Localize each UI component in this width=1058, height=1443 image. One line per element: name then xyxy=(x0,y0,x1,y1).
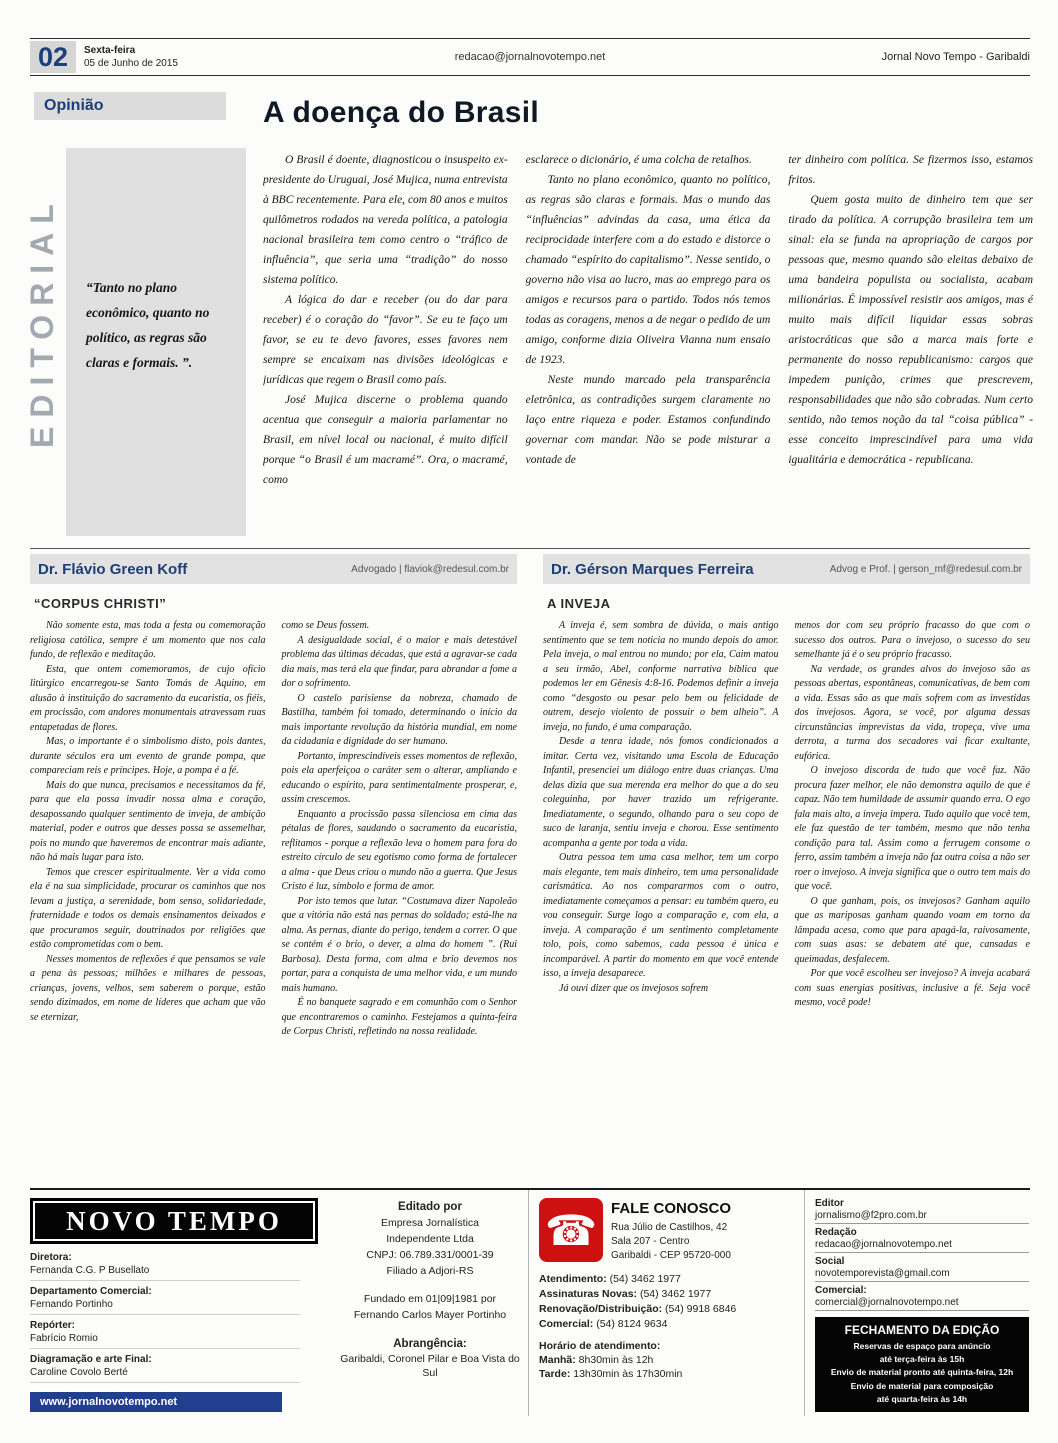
phone-line xyxy=(539,1318,794,1330)
masthead-paper-name: Jornal Novo Tempo - Garibaldi xyxy=(881,51,1030,63)
paragraph: É no banquete sagrado e em comunhão com o Senhor que encontraremos o caminho. Festejamos a quinta-feira de Corpus Christi, refletindo na nossa realidade. xyxy=(281,997,517,1037)
paragraph: José Mujica discerne o problema quando acentua que conseguir a maioria parlamentar no Brasil, em nível local ou nacional, é muito difícil porque “o Brasil é um macramé”. Ora, o macramé, como xyxy=(263,394,508,486)
editorial-title: A doença do Brasil xyxy=(263,96,540,129)
founded-lines xyxy=(340,1292,520,1322)
email-address: comercial@jornalnovotempo.net xyxy=(815,1297,1029,1311)
paragraph: Temos que crescer espiritualmente. Ver a vida como ela é na sua simplicidade, procurar os caminhos que nos levam a justiça, a serenidade, bom senso, solidariedade, fraternidade e todos os demais ensinamentos deixados e que procuramos seguir, doutrinados por religiões que estão comprometidas com o bem. xyxy=(30,866,266,950)
opinion-articles-row xyxy=(30,548,1030,1186)
article-column-2 xyxy=(282,619,518,1040)
footer-publisher-block xyxy=(332,1190,528,1416)
email-address: redacao@jornalnovotempo.net xyxy=(815,1239,1029,1253)
phone-lines xyxy=(539,1273,794,1330)
paragraph: Empresa Jornalística xyxy=(380,1216,480,1229)
phone-number: (54) 3462 1977 xyxy=(639,1288,712,1300)
editorial-vertical-label: EDITORIAL xyxy=(24,195,60,448)
paragraph: Na verdade, os grandes alvos do invejoso são as pessoas abertas, espontâneas, comunicativas, de bem com a vida. Essas são as que mais sofrem com as investidas dos invejosos. Agora, se você, por alguma dessas circunstâncias imprevistas da vida, tropeça, vive uma derrota, a turma dos secadores vai ficar exultante, eufórica. xyxy=(794,663,1030,762)
contact-title: FALE CONOSCO xyxy=(611,1200,732,1217)
article-corpus-christi xyxy=(30,554,517,1186)
author-credentials: Advog e Prof. | gerson_mf@redesul.com.br xyxy=(829,563,1022,575)
article-column-2 xyxy=(795,619,1031,1011)
hours-value: 13h30min às 17h30min xyxy=(573,1368,683,1380)
staff-entry xyxy=(30,1285,300,1315)
staff-role: Repórter: xyxy=(30,1320,76,1331)
paragraph: Sala 207 - Centro xyxy=(611,1236,690,1247)
paragraph: O invejoso discorda de tudo que você faz. Não procura fazer melhor, ele não demonstra aquilo de que é capaz. Não tem humildade de assumir quando erra. O ego fala mais alto, a inveja impera. Tudo aquilo que você tem, ele faz questão de ter também, mesmo que não tenha condição para tal. Assim como a ferrugem consome o ferro, assim também a inveja não faz outra coisa a não ser roer o invejoso. A inveja significa que o outro tem mais do que você. xyxy=(794,765,1030,892)
article-body xyxy=(30,619,517,1040)
email-label: Redação xyxy=(815,1227,857,1238)
article-body xyxy=(543,619,1030,1011)
paragraph: Quem gosta muito de dinheiro tem que ser tirado da política. A corrupção brasileira tem um sinal: ela se funda na apropriação de cargos por pessoas que, mesmo quando são eleitas debaixo de uma bandeira populista ou socialista, acabam milionárias. É impossível resistir aos amigos, mas é muito mais difícil liquidar essas sobras aristocráticas que são a marca mais forte e permanente do nosso republicanismo: cargos que impedem punição, crimes que prescrevem, responsabilidades que não são cobradas. Num certo sentido, não temos noção da tal “coisa pública” - esse conceito imprescindível para uma vida igualitária e democrática - republicana. xyxy=(788,194,1033,466)
paragraph: até terça-feira às 15h xyxy=(879,1354,965,1365)
masthead-date-text: 05 de Junho de 2015 xyxy=(84,58,178,69)
footer-contact-block xyxy=(528,1190,804,1416)
paragraph: Outra pessoa tem uma casa melhor, tem um corpo mais elegante, tem mais dinheiro, tem uma personalidade carismática. Ao nos compararmos com o outro, imediatamente começamos a pensar: eu também quero, eu vou conseguir. Surge logo a comparação e, com ela, a inveja. A comparação é um sentimento completamente tolo, pois, como sabemos, cada pessoa é única e incomparável. A partir do momento em que você entende isso, a inveja desaparece. xyxy=(543,852,779,979)
paragraph: Neste mundo marcado pela transparência eletrônica, as contradições surgem claramente no laço entre riqueza e poder. Estamos confundindo governar com mandar. Não se pode misturar a vontade de xyxy=(525,374,771,466)
masthead-email: redacao@jornalnovotempo.net xyxy=(454,51,606,63)
author-header xyxy=(543,554,1030,584)
section-label-opiniao: Opinião xyxy=(34,92,226,120)
phone-line xyxy=(539,1288,794,1300)
paragraph: esclarece o dicionário, é uma colcha de retalhos. xyxy=(525,154,752,166)
staff-entry xyxy=(30,1353,300,1383)
paragraph: Por isto temos que lutar. “Costumava dizer Napoleão que a vitória não está nas pernas do soldado; está-lhe na alma. As pernas, diante do perigo, tendem a correr. O que se contém é o brio, o dever, a alma do homem ”. (Rui Barbosa). Desta forma, com alma e brio devemos nos portar, para a conquista de uma melhor vida, e um mundo mais humano. xyxy=(281,895,517,994)
phone-glyph: ☎ xyxy=(544,1206,598,1254)
contact-address xyxy=(611,1198,731,1263)
staff-list xyxy=(30,1251,322,1383)
editorial-column-3 xyxy=(788,150,1033,546)
footer-staff-block xyxy=(30,1190,332,1416)
author-name: Dr. Gérson Marques Ferreira xyxy=(551,560,754,578)
paragraph: Desde a tenra idade, nós fomos condicionados a imitar. Certa vez, visitando uma Escola de Educação Infantil, presenciei um diálogo entre duas crianças. Uma delas dizia que sua merenda era melhor do que a do seu coleguinha, por haver trazido um refrigerante. Imediatamente, o segundo, olhando para o seu copo de suco de laranja, sentiu inveja e chorou. Esse sentimento acompanha a gente por toda a vida. xyxy=(543,736,779,849)
paragraph: até quarta-feira às 14h xyxy=(876,1393,968,1404)
paragraph: Portanto, imprescindíveis esses momentos de reflexão, pois ela aperfeiçoa o caráter sem o alterar, ampliando e educando o espírito, para sentimentalmente prosperar, e, assim crescemos. xyxy=(281,750,517,805)
hours-period: Manhã: xyxy=(539,1354,576,1366)
closing-lines xyxy=(819,1340,1025,1406)
paragraph: Garibaldi - CEP 95720-000 xyxy=(611,1250,731,1261)
staff-name: Fabrício Romio xyxy=(30,1333,98,1344)
staff-name: Fernanda C.G. P Busellato xyxy=(30,1265,150,1276)
closing-deadlines-box xyxy=(815,1317,1029,1412)
newspaper-logo: NOVO TEMPO xyxy=(30,1198,318,1244)
paragraph: Nesses momentos de reflexões é que pensamos se vale a pena às pessoas; milhões e milhares de pessoas, crianças, jovens, velhos, sem saberem o porque, estão sendo dizimados, em nome de líderes que acham que vão se eternizar, xyxy=(30,953,266,1023)
staff-role: Diretora: xyxy=(30,1252,72,1263)
phone-label: Assinaturas Novas: xyxy=(539,1288,638,1300)
phone-number: (54) 3462 1977 xyxy=(609,1273,681,1285)
published-by-label: Editado por xyxy=(398,1201,462,1213)
paragraph: Já ouvi dizer que os invejosos sofrem xyxy=(559,982,709,994)
pull-quote: “Tanto no plano econômico, quanto no político, as regras são claras e formais. ”. xyxy=(86,280,210,370)
email-address: novotemporevista@gmail.com xyxy=(815,1268,1029,1282)
editorial-column-1 xyxy=(263,150,508,546)
author-credentials: Advogado | flaviok@redesul.com.br xyxy=(351,563,509,575)
hours-period: Tarde: xyxy=(539,1368,571,1380)
paragraph: Por que você escolheu ser invejoso? A inveja acabará com suas energias positivas, inclusive a fé. Seja você mesmo, você pode! xyxy=(794,968,1030,1008)
author-header xyxy=(30,554,517,584)
phone-label: Comercial: xyxy=(539,1318,594,1330)
staff-name: Caroline Covolo Berté xyxy=(30,1367,128,1378)
phone-label: Renovação/Distribuição: xyxy=(539,1303,663,1315)
paragraph: menos dor com seu próprio fracasso do que com o sucesso dos outros. Para o invejoso, o sucesso do seu semelhante já é o seu próprio fracasso. xyxy=(794,620,1030,660)
paragraph: Envio de material pronto até quinta-feira, 12h xyxy=(830,1367,1014,1378)
article-column-1 xyxy=(543,619,779,1011)
paragraph: CNPJ: 06.789.331/0001-39 xyxy=(366,1248,494,1261)
editorial-column-2 xyxy=(526,150,771,546)
paragraph: A lógica do dar e receber (ou do dar para receber) é o coração do “favor”. Se eu te faço um favor, se eu te devo favores, esses favores nem sempre se encaixam nas divisões ideológicas e jurídicas que regem o Brasil como país. xyxy=(263,294,508,386)
paragraph: ter dinheiro com política. Se fizermos isso, estamos fritos. xyxy=(788,154,1033,186)
paragraph: Rua Júlio de Castilhos, 42 xyxy=(611,1222,728,1233)
paragraph: Esta, que ontem comemoramos, de cujo ofício litúrgico encarregou-se Santo Tomás de Aquino, em alusão à instituição do sacramento da eucaristia, os fiéis, em procissão, com andores monumentais atravessam ruas entapetadas de flores. xyxy=(30,663,266,733)
editorial-body xyxy=(263,150,1033,546)
article-column-1 xyxy=(30,619,266,1040)
paragraph: O castelo parisiense da nobreza, chamado de Bastilha, também foi tomado, determinando o início da mais importante revolução da história mundial, em nome da cidadania e dignidade do ser humano. xyxy=(281,692,517,747)
footer-emails-block xyxy=(804,1190,1030,1416)
address-lines xyxy=(611,1221,731,1263)
article-title: “CORPUS CHRISTI” xyxy=(34,596,167,611)
paragraph: Não somente esta, mas toda a festa ou comemoração religiosa católica, sempre é um momento que nos cala fundo, de reflexão e meditação. xyxy=(30,620,266,660)
coverage-label: Abrangência: xyxy=(393,1337,467,1350)
paragraph: Envio de material para composição xyxy=(850,1380,994,1391)
paragraph: Tanto no plano econômico, quanto no político, as regras são claras e formais. Mas o mundo das “influências” advindas da casa, uma ética da reciprocidade interfere com a do estado e distorce o chamado “espírito do capitalismo”. Nesse sentido, o governo não visa ao lucro, mas ao emprego para os amigos e recursos para o partido. Todos nós temos todas as coragens, menos a de negar o pedido de um amigo, conforme dizia Oliveira Vianna num ensaio de 1923. xyxy=(525,174,771,366)
page-number: 02 xyxy=(30,41,76,73)
masthead-date xyxy=(84,44,178,70)
paragraph: O que ganham, pois, os invejosos? Ganham aquilo que as mariposas ganham quando voam em torno da lâmpada acesa, como que para apagá-la, raivosamente, com suas asas: se debatem até que, cansadas e queimadas, desfalecem. xyxy=(794,895,1030,965)
phone-line xyxy=(539,1303,794,1315)
email-label: Social xyxy=(815,1256,845,1267)
staff-entry xyxy=(30,1319,300,1349)
email-entry xyxy=(815,1227,1029,1253)
contact-header xyxy=(539,1198,794,1263)
publisher-lines xyxy=(340,1216,520,1279)
paragraph: como se Deus fossem. xyxy=(281,620,370,631)
paragraph: A inveja é, sem sombra de dúvida, o mais antigo sentimento que se tem noticia no mundo depois do amor. Pela inveja, o mal entrou no mundo; por ela, Caim matou a seu irmão, Abel, conforme narrativa bíblica que podemos ler em Gênesis 4:8-16. Podemos definir a inveja como “desgosto ou pesar pelo bem ou felicidade de outrem, desejo violento de possuir o bem alheio”. A inveja, no fundo, é uma comparação. xyxy=(543,620,779,733)
phone-icon xyxy=(539,1198,603,1262)
paragraph: Filiado a Adjori-RS xyxy=(386,1265,474,1278)
email-label: Editor xyxy=(815,1198,844,1209)
staff-name: Fernando Portinho xyxy=(30,1299,113,1310)
paragraph: A desigualdade social, é o maior e mais detestável problema das últimas décadas, que está a agravar-se cada dia mais, mas terá ela que findar, para abrandar a fome a dor o sofrimento. xyxy=(281,634,517,689)
email-entry xyxy=(815,1285,1029,1311)
hours-label: Horário de atendimento: xyxy=(539,1340,661,1352)
paragraph: Fundado em 01|09|1981 por xyxy=(363,1293,497,1306)
staff-role: Diagramação e arte Final: xyxy=(30,1354,152,1365)
masthead xyxy=(30,38,1030,76)
phone-line xyxy=(539,1273,794,1285)
hours-line xyxy=(539,1354,794,1366)
coverage-area: Garibaldi, Coronel Pilar e Boa Vista do Sul xyxy=(340,1353,520,1380)
editorial-quote-box xyxy=(66,148,246,536)
phone-number: (54) 8124 9634 xyxy=(596,1318,668,1330)
masthead-day: Sexta-feira xyxy=(84,45,136,56)
phone-number: (54) 9918 6846 xyxy=(665,1303,737,1315)
email-entry xyxy=(815,1198,1029,1224)
paragraph: Reservas de espaço para anúncio xyxy=(853,1341,991,1351)
article-a-inveja xyxy=(543,554,1030,1186)
website-bar: www.jornalnovotempo.net xyxy=(30,1392,282,1412)
author-name: Dr. Flávio Green Koff xyxy=(38,560,188,578)
paragraph: Fernando Carlos Mayer Portinho xyxy=(353,1309,507,1322)
paragraph: Mas, o importante é o simbolismo disto, pois dantes, durante séculos era um evento de grande pompa, que compareciam reis e príncipes. Hoje, a pompa é a fé. xyxy=(30,736,266,776)
paragraph: O Brasil é doente, diagnosticou o insuspeito ex-presidente do Uruguai, José Mujica, numa entrevista à BBC recentemente. Para ele, com 80 anos e muitos quilômetros rodados na vereda política, a patologia nacional brasileira tem como centro o “tráfico de influência”, que seria uma “tradição” do nosso sistema político. xyxy=(263,154,508,286)
email-address: jornalismo@f2pro.com.br xyxy=(815,1210,1029,1224)
phone-label: Atendimento: xyxy=(539,1273,607,1285)
closing-title: FECHAMENTO DA EDIÇÃO xyxy=(844,1323,1000,1337)
expediente-footer xyxy=(30,1188,1030,1416)
staff-role: Departamento Comercial: xyxy=(30,1286,152,1297)
email-label: Comercial: xyxy=(815,1285,867,1296)
staff-entry xyxy=(30,1251,300,1281)
article-title: A INVEJA xyxy=(547,596,611,611)
email-entry xyxy=(815,1256,1029,1282)
hours-line xyxy=(539,1368,794,1380)
paragraph: Enquanto a procissão passa silenciosa em cima das pétalas de flores, saudando o sacramento da eucaristia, reflitamos - porque a reflexão leva o homem para fora do estreito círculo de seu egotismo como forma de fortalecer a alma - que Deus criou o mundo não a guerra. Que Jesus Cristo é luz, símbolo e forma de amor. xyxy=(281,808,517,892)
paragraph: Independente Ltda xyxy=(386,1232,474,1245)
hours-value: 8h30min às 12h xyxy=(578,1354,654,1366)
paragraph: Mais do que nunca, precisamos e necessitamos da fé, para que ela possa invadir nossa alma e coração, desapossando qualquer sentimento de inveja, de ambição material, poder e outros que desses possa se assemelhar, pois no mundo que haveremos de encontrar mais adiante, não há mais lugar para isto. xyxy=(30,779,266,863)
